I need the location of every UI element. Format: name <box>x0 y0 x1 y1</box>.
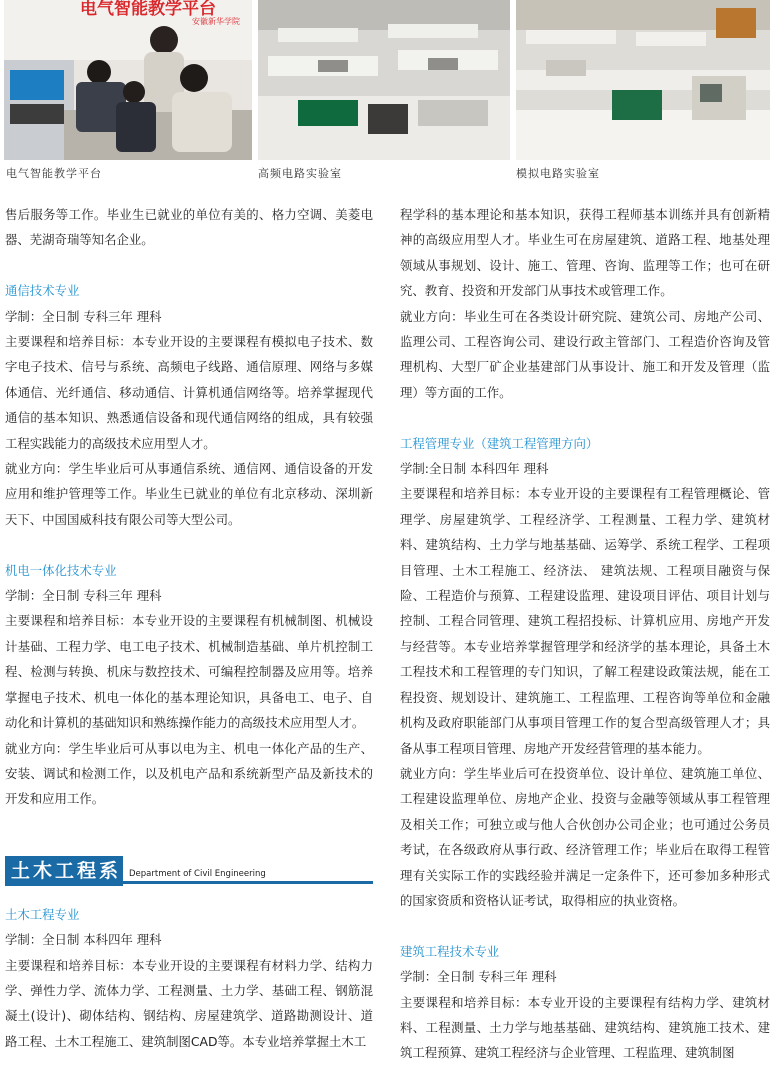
photo-hf-lab-image <box>258 0 510 160</box>
mech-jobs: 就业方向：学生毕业后可从事以电为主、机电一体化产品的生产、安装、调试和检测工作，以及机电产品和系统新型产品及新技术的开发和应用工作。 <box>5 740 373 807</box>
mech-schooling: 学制：全日制 专科三年 理科 <box>5 588 162 604</box>
mech-major-title: 机电一体化技术专业 <box>5 562 117 578</box>
mgmt-courses: 主要课程和培养目标：本专业开设的主要课程有工程管理概论、管理学、房屋建筑学、工程经济学、工程测量、工程力学、建筑材料、建筑结构、土力学与地基基础、运筹学、系统工程学、工程项目管理、土木工程施工、经济法、 建筑法规、工程项目融资与保险、工程造价与预算、工程建设监理、建设项目评估、项目计划与控制、工程合同管理、建筑工程招投标、计算机应用、房地产开发与经营等。本专业培养掌握管理学和经济学的基本理论，具备土木工程技术和工程管理的专门知识，了解工程建设政策法规，能在工程投资、规划设计、建筑施工、工程监理、工程咨询等单位和金融机构及政府职能部门从事项目管理工作的复合型高级管理人才；具备从事工程项目管理、房地产开发经营管理的基本能力。 <box>400 486 770 756</box>
banner-title: 电气智能教学平台 <box>80 0 216 19</box>
left-intro: 售后服务等工作。毕业生已就业的单位有美的、格力空调、美菱电器、芜湖奇瑞等知名企业。 <box>5 207 373 248</box>
mgmt-schooling: 学制:全日制 本科四年 理科 <box>400 461 549 477</box>
mgmt-major-title: 工程管理专业（建筑工程管理方向） <box>400 435 599 451</box>
section-header-civil <box>5 856 373 890</box>
right-intro-jobs: 就业方向：毕业生可在各类设计研究院、建筑公司、房地产公司、监理公司、工程咨询公司、建设行政主管部门、工程造价咨询及管理机构、大型厂矿企业基建部门从事设计、施工和开发及管理（监理）等方面的工作。 <box>400 308 770 400</box>
build-major-title: 建筑工程技术专业 <box>400 943 500 959</box>
comm-schooling: 学制：全日制 专科三年 理科 <box>5 308 162 324</box>
left-column <box>5 202 373 1054</box>
photo-electrical-platform <box>4 0 252 160</box>
right-column <box>400 202 770 1066</box>
photo-analog-lab-image <box>516 0 770 160</box>
civil-courses: 主要课程和培养目标：本专业开设的主要课程有材料力学、结构力学、弹性力学、流体力学、工程测量、土力学、基础工程、钢筋混凝土(设计)、砌体结构、钢结构、房屋建筑学、道路勘测设计、道路工程、土木工程施工、建筑制图CAD等。本专业培养掌握土木工 <box>5 957 373 1049</box>
civil-schooling: 学制：全日制 本科四年 理科 <box>5 932 162 948</box>
comm-courses: 主要课程和培养目标：本专业开设的主要课程有模拟电子技术、数字电子技术、信号与系统、高频电子线路、通信原理、网络与多媒体通信、光纤通信、移动通信、计算机通信网络等。培养掌握现代通信的基本知识、熟悉通信设备和现代通信网络的组成，具有较强工程实践能力的高级技术应用型人才。 <box>5 334 373 451</box>
photo-hf-lab <box>258 0 510 160</box>
comm-major-title: 通信技术专业 <box>5 283 80 299</box>
build-schooling: 学制：全日制 专科三年 理科 <box>400 969 557 985</box>
mech-courses: 主要课程和培养目标：本专业开设的主要课程有机械制图、机械设计基础、工程力学、电工电子技术、机械制造基础、单片机控制工程、检测与转换、机床与数控技术、可编程控制器及应用等。培养掌握电子技术、机电一体化的基本理论知识，具备电工、电子、自动化和计算机的基础知识和熟练操作能力的高级技术应用型人才。 <box>5 613 373 731</box>
section-rule <box>123 881 373 884</box>
photo-electrical-platform-image <box>4 0 252 160</box>
build-courses: 主要课程和培养目标：本专业开设的主要课程有结构力学、建筑材料、工程测量、土力学与地基基础、建筑结构、建筑施工技术、建筑工程预算、建筑工程经济与企业管理、工程监理、建筑制图 <box>400 994 770 1061</box>
photo-analog-lab <box>516 0 770 160</box>
section-subtitle: Department of Civil Engineering <box>129 868 266 879</box>
section-title: 土木工程系 <box>5 856 123 886</box>
right-intro: 程学科的基本理论和基本知识，获得工程师基本训练并具有创新精神的高级应用型人才。毕业生可在房屋建筑、道路工程、地基处理领域从事规划、设计、施工、管理、咨询、监理等工作；也可在研究、教育、投资和开发部门从事技术或管理工作。 <box>400 207 770 299</box>
caption-hf-lab: 高频电路实验室 <box>258 167 342 180</box>
comm-jobs: 就业方向：学生毕业后可从事通信系统、通信网、通信设备的开发应用和维护管理等工作。毕业生已就业的单位有北京移动、深圳新天下、中国国威科技有限公司等大型公司。 <box>5 461 373 527</box>
banner-subtitle: 安徽新华学院 <box>192 17 240 26</box>
caption-analog-lab: 模拟电路实验室 <box>516 167 600 180</box>
civil-major-title: 土木工程专业 <box>5 906 80 922</box>
caption-electrical-platform: 电气智能教学平台 <box>6 167 102 180</box>
mgmt-jobs: 就业方向：学生毕业后可在投资单位、设计单位、建筑施工单位、工程建设监理单位、房地产企业、投资与金融等领域从事工程管理及相关工作；可独立或与他人合伙创办公司企业；也可通过公务员考试，在各级政府从事行政、经济管理工作；毕业后在取得工程管理有关实际工作的实践经验并满足一定条件下，还可参加多种形式的国家资质和资格认证考试，取得相应的执业资格。 <box>400 765 770 908</box>
